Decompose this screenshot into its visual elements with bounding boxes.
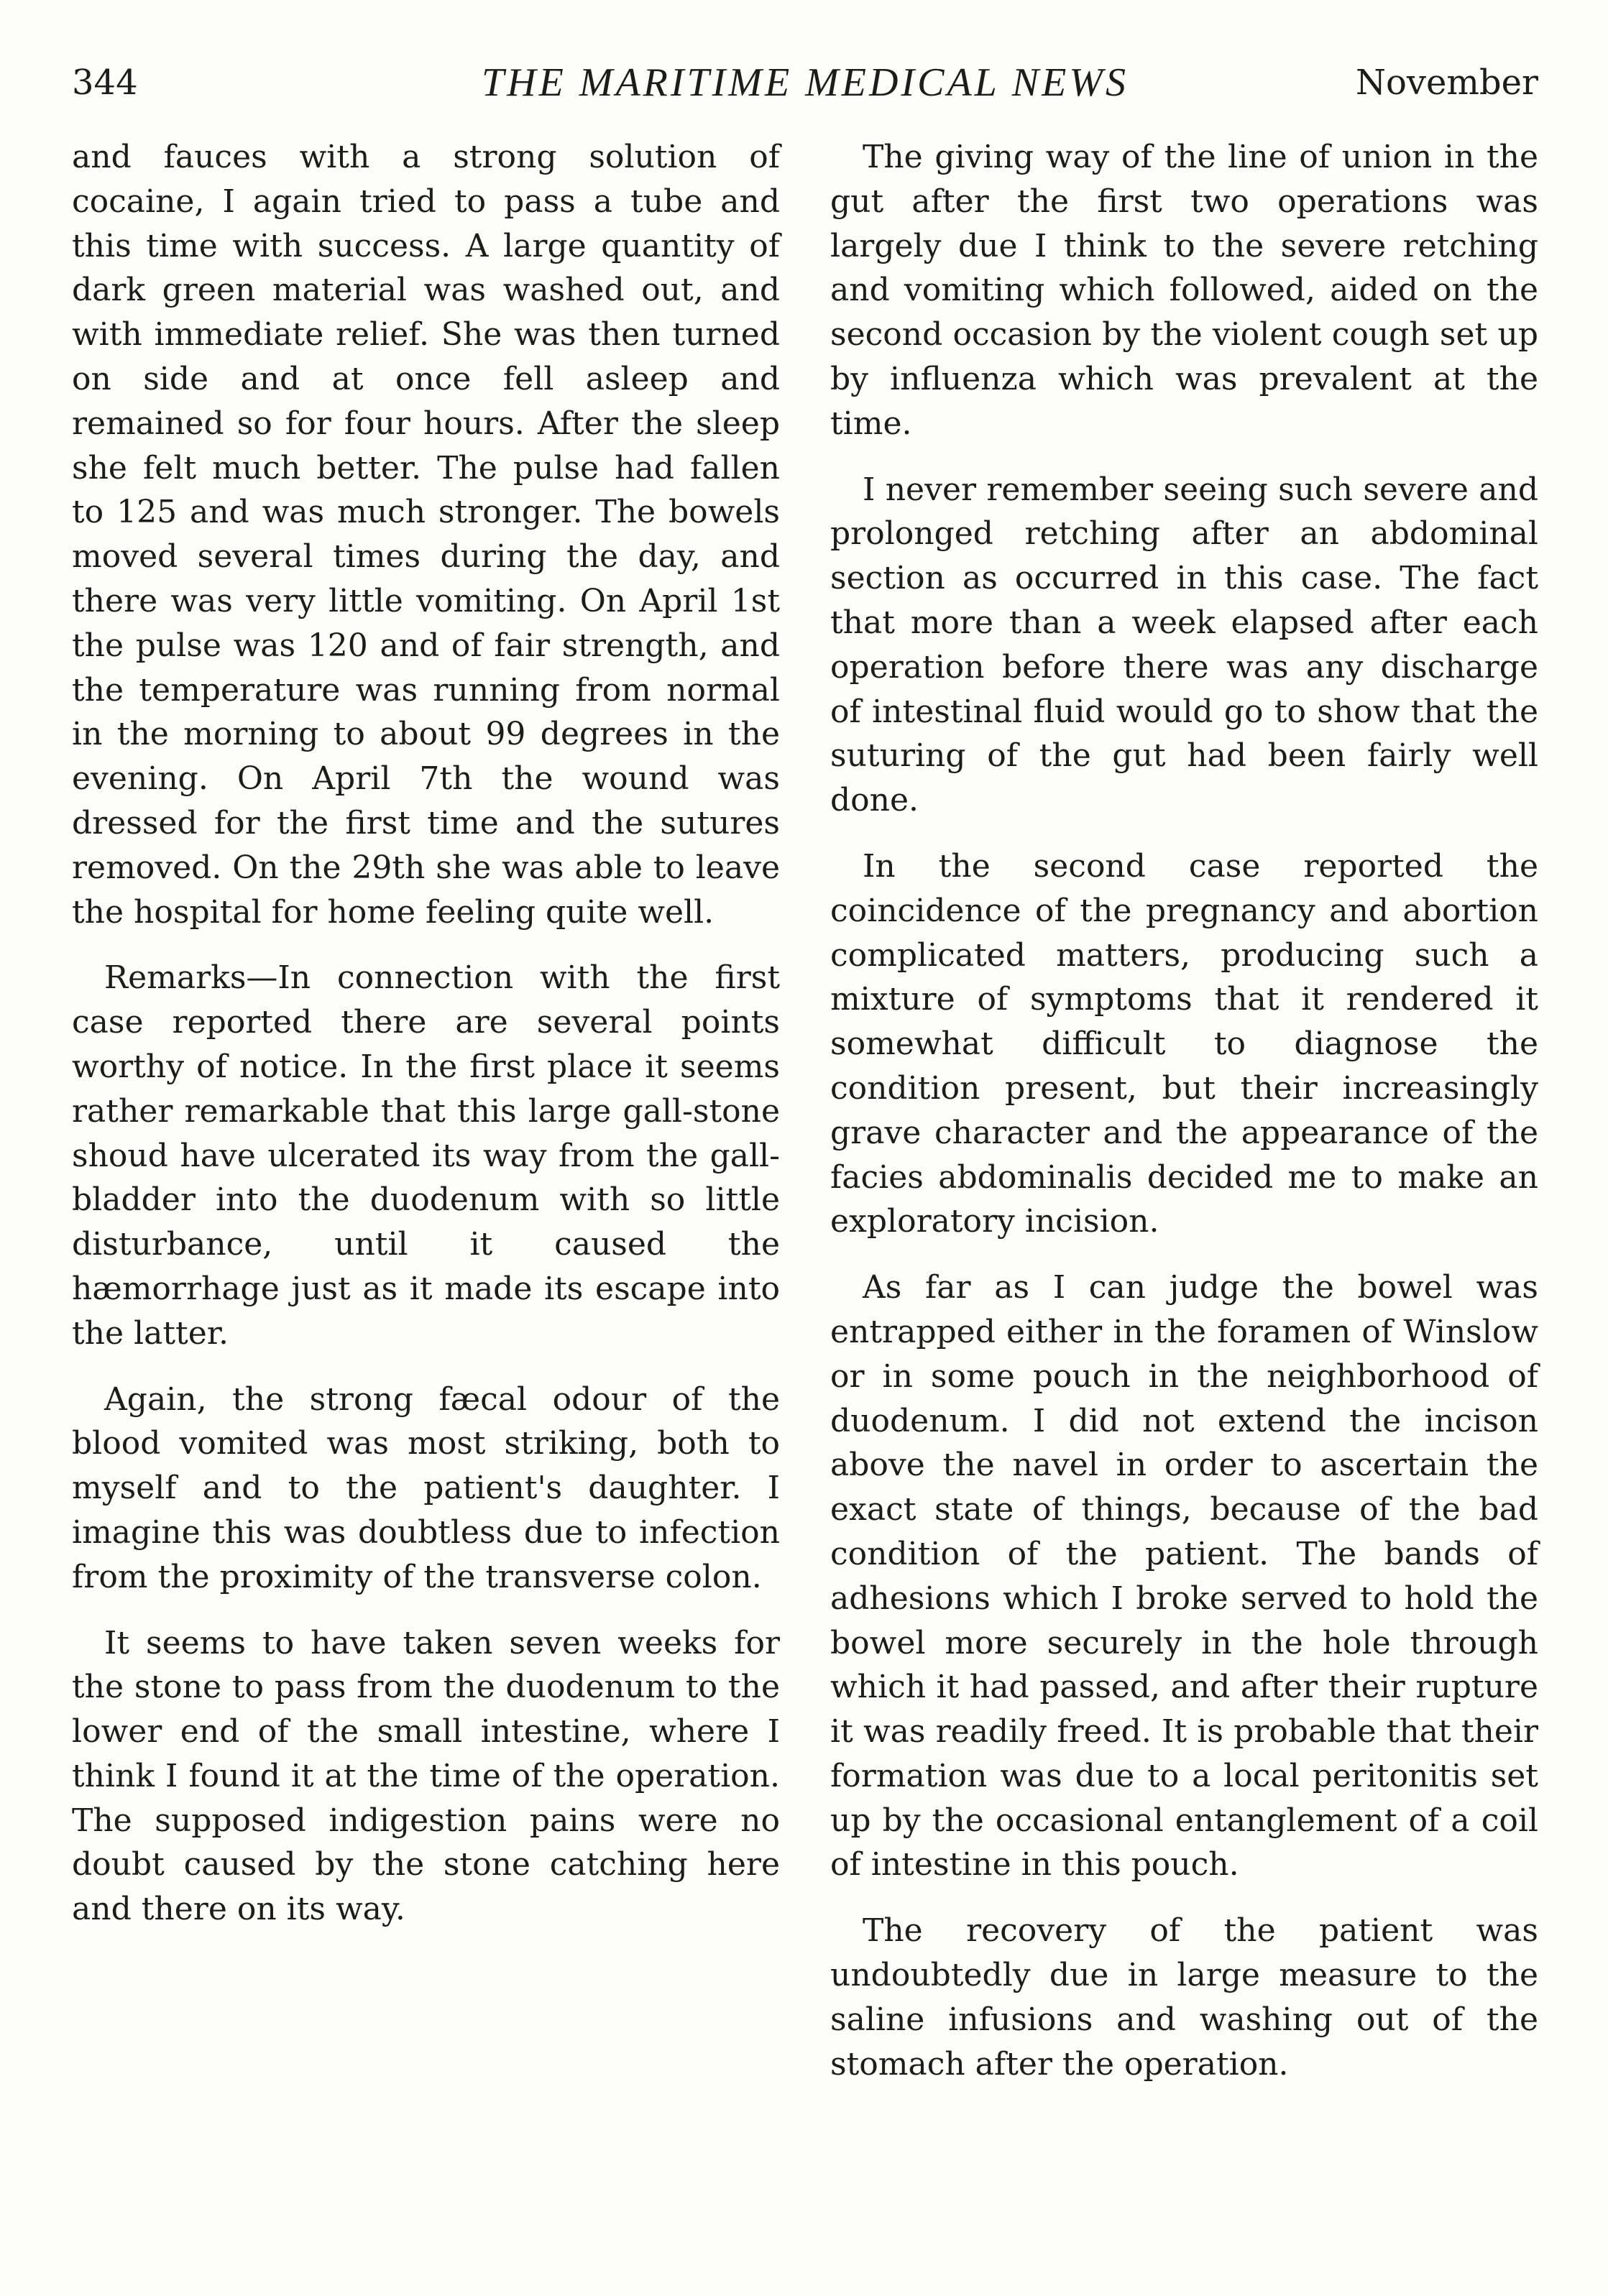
paragraph-stone-passage: It seems to have taken seven weeks for the stone to pass from the duodenum to the lower end of the small intestine, where I think I found it at the time of the operation. The supposed indigestion pains were no doubt caused by the stone catching here and there on its way. bbox=[72, 1624, 780, 1928]
journal-title: THE MARITIME MEDICAL NEWS bbox=[482, 60, 1129, 105]
paragraph-continued-case: and fauces with a strong solution of cocaine, I again tried to pass a tube and this time with success. A large quantity of dark green material was washed out, and with immediate relief. She was then turned on side and at once fell asleep and remained so for four hours. After the sleep she felt much better. The pulse had fallen to 125 and was much stronger. The bowels moved several times during the day, and there was very little vomiting. On April 1st the pulse was 120 and of fair strength, and the temperature was running from normal in the morning to about 99 degrees in the evening. On April 7th the wound was dressed for the first time and the sutures removed. On the 29th she was able to leave the hospital for home feeling quite well. bbox=[72, 139, 780, 931]
article-columns bbox=[72, 135, 1538, 2248]
paragraph-bowel-entrapment: As far as I can judge the bowel was entrapped either in the foramen of Winslow or in some pouch in the neighborhood of duodenum. I did not extend the incison above the navel in order to ascertain the exact state of things, because of the bad condition of the patient. The bands of adhesions which I broke served to hold the bowel more securely in the hole through which it had passed, and after their rupture it was readily freed. It is probable that their formation was due to a local peritonitis set up by the occasional entanglement of a coil of intestine in this pouch. bbox=[830, 1269, 1538, 1884]
left-column bbox=[72, 135, 780, 1932]
paragraph-remarks: Remarks—In connection with the first case reported there are several points worthy of notice. In the first place it seems rather remarkable that this large gall-stone shoud have ulcerated its way from the gall-bladder into the duodenum with so little disturbance, until it caused the hæmorrhage just as it made its escape into the latter. bbox=[72, 959, 780, 1352]
page-number: 344 bbox=[72, 63, 138, 103]
journal-page bbox=[72, 50, 1538, 2249]
paragraph-second-case: In the second case reported the coincidence of the pregnancy and abortion complicated matters, producing such a mixture of symptoms that it rendered it somewhat difficult to diagnose the condition present, but their increasingly grave character and the appearance of the facies abdominalis decided me to make an exploratory incision. bbox=[830, 847, 1538, 1240]
running-head bbox=[72, 50, 1538, 115]
paragraph-recovery: The recovery of the patient was undoubtedly due in large measure to the saline infusions and washing out of the stomach after the operation. bbox=[830, 1912, 1538, 2083]
paragraph-faecal-odour: Again, the strong fæcal odour of the blood vomited was most striking, both to myself and to the patient's daughter. I imagine this was doubtless due to infection from the proximity of the transverse colon. bbox=[72, 1380, 780, 1595]
paragraph-union-failure: The giving way of the line of union in the gut after the first two operations was largely due I think to the severe retching and vomiting which followed, aided on the second occasion by the violent cough set up by influenza which was prevalent at the time. bbox=[830, 139, 1538, 442]
issue-month: November bbox=[1355, 63, 1538, 103]
right-column bbox=[830, 135, 1538, 2086]
paragraph-retching: I never remember seeing such severe and prolonged retching after an abdominal section as occurred in this case. The fact that more than a week elapsed after each operation before there was any discharge of intestinal fluid would go to show that the suturing of the gut had been fairly well done. bbox=[830, 471, 1538, 819]
